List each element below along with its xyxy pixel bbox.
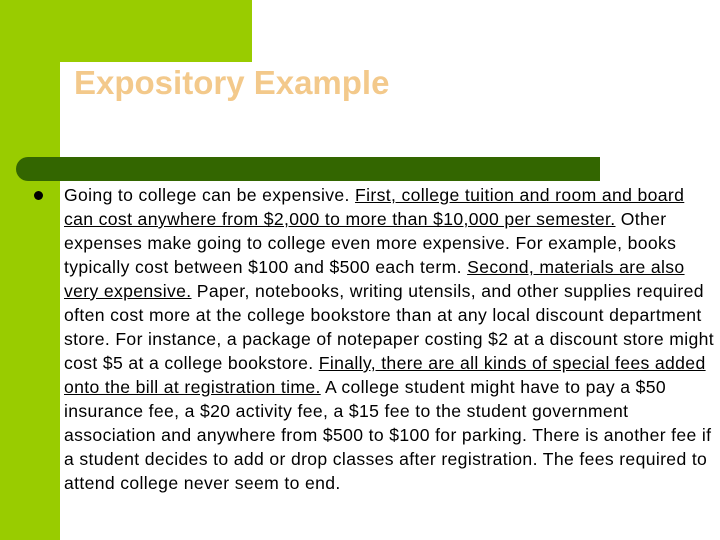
- topic-sentence: Second, materials are also very expensive.: [64, 257, 685, 301]
- topic-sentence: First, college tuition and room and board can cost anywhere from $2,000 to more than $10,000 per semester.: [64, 185, 685, 229]
- text-segment: Other expenses make going to college even more expensive. For example, books typically cost between $100 and $500 each term.: [64, 209, 677, 277]
- title-divider-bar: [16, 157, 600, 181]
- slide-title: Expository Example: [74, 64, 390, 101]
- text-segment: Paper, notebooks, writing utensils, and other supplies required often cost more at the college bookstore than at any local discount department store. For instance, a package of notepaper costing $2 at a discount store might cost $5 at a college bookstore.: [64, 281, 715, 373]
- text-segment: A college student might have to pay a $50 insurance fee, a $20 activity fee, a $15 fee to the student government association and anywhere from $500 to $100 for parking. There is another fee if a student decides to add or drop classes after registration. The fees required to attend college never seem to end.: [64, 377, 712, 493]
- body-paragraph: [64, 183, 714, 495]
- accent-block-left: [0, 0, 60, 540]
- text-segment: Going to college can be expensive.: [64, 185, 356, 205]
- bullet-icon: [34, 191, 43, 200]
- topic-sentence: Finally, there are all kinds of special fees added onto the bill at registration time.: [64, 353, 706, 397]
